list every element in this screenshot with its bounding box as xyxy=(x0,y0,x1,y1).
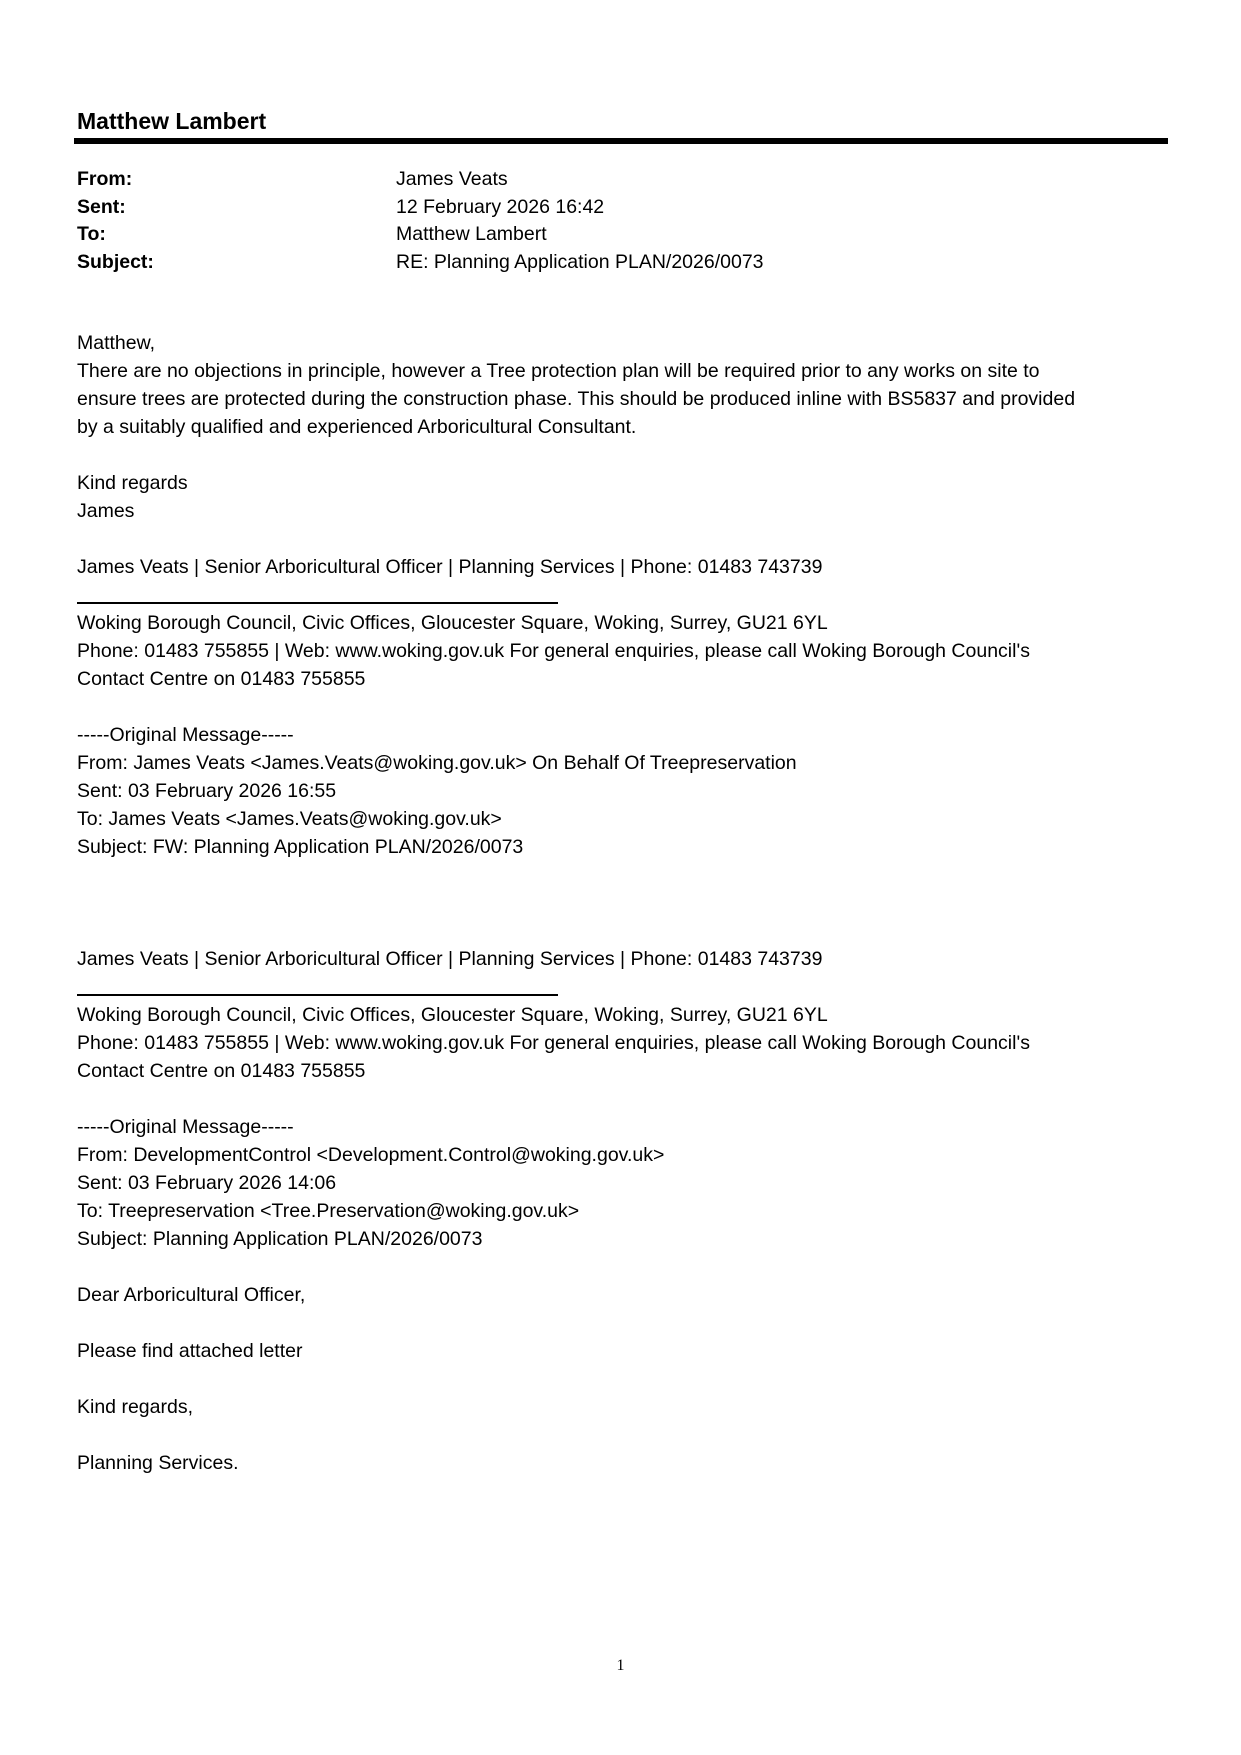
spacer xyxy=(77,1085,1172,1113)
signature-address: Woking Borough Council, Civic Offices, Gloucester Square, Woking, Surrey, GU21 6YL xyxy=(77,1004,828,1026)
header-subject-value: RE: Planning Application PLAN/2026/0073 xyxy=(396,250,764,273)
forwarded-to: To: James Veats <James.Veats@woking.gov.uk> xyxy=(77,808,502,830)
forwarded-sent: Sent: 03 February 2026 16:55 xyxy=(77,780,337,802)
signature-line: James Veats | Senior Arboricultural Officer | Planning Services | Phone: 01483 743739 xyxy=(77,948,823,970)
original-greeting: Dear Arboricultural Officer, xyxy=(77,1284,306,1306)
header-to-label: To: xyxy=(77,223,106,245)
header-subject-label: Subject: xyxy=(77,250,154,273)
spacer xyxy=(77,693,1172,721)
spacer xyxy=(77,1365,1172,1393)
signature-contact-line: Contact Centre on 01483 755855 xyxy=(77,668,366,690)
spacer xyxy=(77,861,1172,889)
signature-contact-line: Phone: 01483 755855 | Web: www.woking.gov.uk For general enquiries, please call Woking Borough Council's xyxy=(77,640,1030,662)
header-sent-value: 12 February 2026 16:42 xyxy=(396,195,605,218)
signature-divider xyxy=(77,581,1172,609)
original-subject: Subject: Planning Application PLAN/2026/0073 xyxy=(77,1228,483,1250)
spacer xyxy=(77,1253,1172,1281)
original-message-marker: -----Original Message----- xyxy=(77,724,294,746)
reply-closing: Kind regards xyxy=(77,472,188,494)
signature-line: James Veats | Senior Arboricultural Officer | Planning Services | Phone: 01483 743739 xyxy=(77,556,823,578)
original-body: Please find attached letter xyxy=(77,1340,303,1362)
forwarded-from: From: James Veats <James.Veats@woking.gov.uk> On Behalf Of Treepreservation xyxy=(77,752,797,774)
reply-sign-name: James xyxy=(77,500,135,522)
header-from-value: James Veats xyxy=(396,168,508,190)
original-sign-off: Planning Services. xyxy=(77,1452,239,1474)
signature-divider xyxy=(77,973,1172,1001)
spacer xyxy=(77,1309,1172,1337)
spacer xyxy=(77,1421,1172,1449)
header-divider xyxy=(74,138,1168,144)
original-from: From: DevelopmentControl <Development.Control@woking.gov.uk> xyxy=(77,1144,665,1166)
page-number: 1 xyxy=(616,1657,625,1674)
spacer xyxy=(77,441,1172,469)
email-body xyxy=(77,329,1172,1477)
forwarded-subject: Subject: FW: Planning Application PLAN/2026/0073 xyxy=(77,836,524,858)
header-to-row xyxy=(77,221,1167,249)
email-headers xyxy=(77,166,1167,276)
original-to: To: Treepreservation <Tree.Preservation@woking.gov.uk> xyxy=(77,1200,580,1222)
original-message-marker: -----Original Message----- xyxy=(77,1116,294,1138)
reply-paragraph-line: There are no objections in principle, however a Tree protection plan will be required prior to any works on site to xyxy=(77,360,1040,382)
reply-greeting: Matthew, xyxy=(77,332,156,354)
spacer xyxy=(77,889,1172,917)
spacer xyxy=(77,525,1172,553)
signature-contact-line: Contact Centre on 01483 755855 xyxy=(77,1060,366,1082)
header-to-value: Matthew Lambert xyxy=(396,223,547,245)
signature-address: Woking Borough Council, Civic Offices, Gloucester Square, Woking, Surrey, GU21 6YL xyxy=(77,612,828,634)
header-subject-row xyxy=(77,249,1167,277)
signature-contact-line: Phone: 01483 755855 | Web: www.woking.gov.uk For general enquiries, please call Woking Borough Council's xyxy=(77,1032,1030,1054)
spacer xyxy=(77,917,1172,945)
original-closing: Kind regards, xyxy=(77,1396,193,1418)
original-sent: Sent: 03 February 2026 14:06 xyxy=(77,1172,337,1194)
header-from-label: From: xyxy=(77,168,133,190)
reply-paragraph-line: ensure trees are protected during the construction phase. This should be produced inline with BS5837 and provided xyxy=(77,388,1076,410)
reply-paragraph-line: by a suitably qualified and experienced Arboricultural Consultant. xyxy=(77,416,637,438)
header-from-row xyxy=(77,166,1167,194)
header-sent-label: Sent: xyxy=(77,195,126,218)
mailbox-owner-name: Matthew Lambert xyxy=(77,108,267,134)
header-sent-row xyxy=(77,194,1167,222)
